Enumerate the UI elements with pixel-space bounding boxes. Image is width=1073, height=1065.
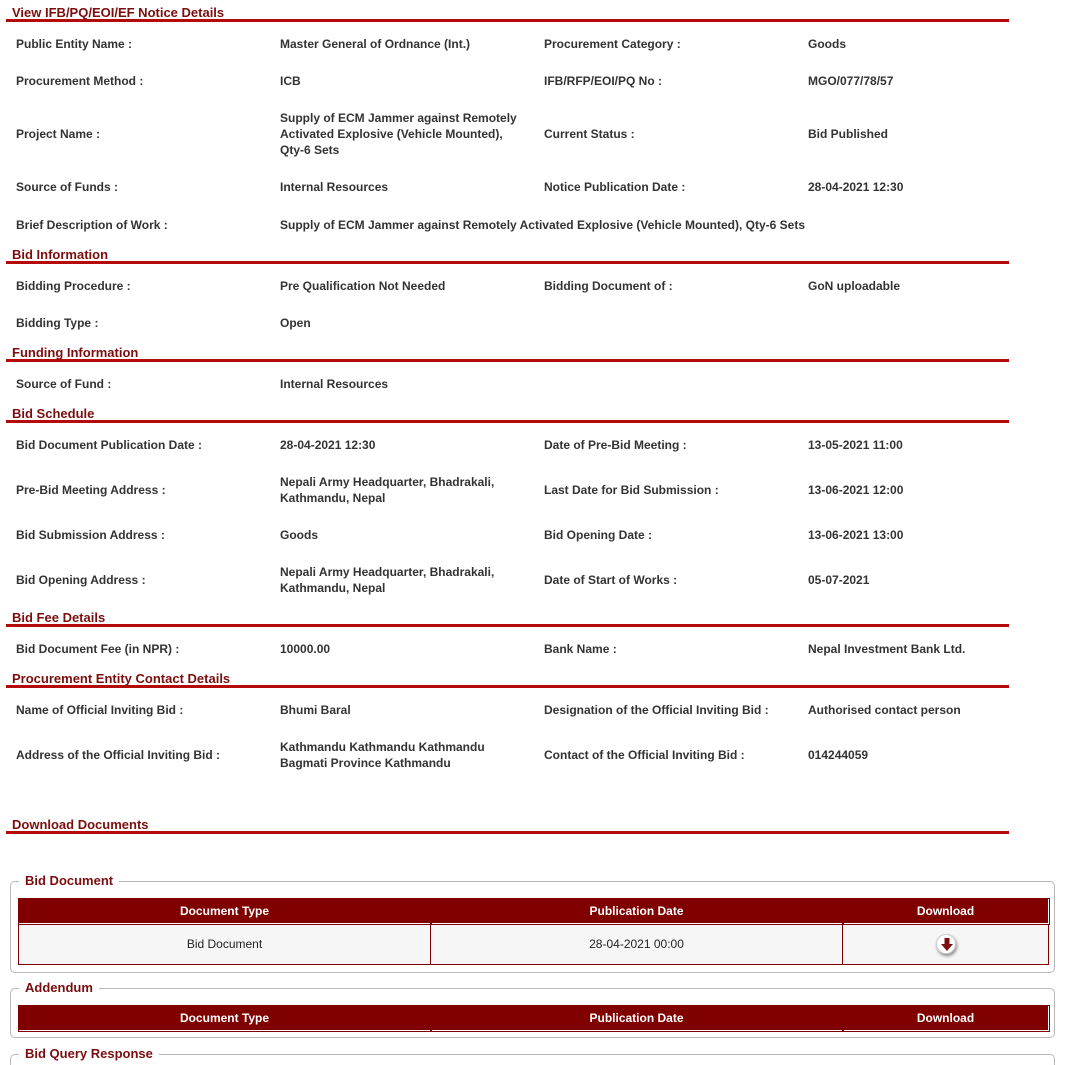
field-value: 10000.00 — [280, 642, 331, 656]
column-header: Publication Date — [431, 899, 843, 924]
field-value: Nepali Army Headquarter, Bhadrakali, Kathmandu, Nepal — [280, 475, 495, 505]
field-label: Source of Funds : — [16, 180, 118, 194]
field-value: GoN uploadable — [808, 279, 901, 293]
field-value: Nepal Investment Bank Ltd. — [808, 642, 966, 656]
field-value: Bhumi Baral — [280, 703, 351, 717]
section-funding-information — [6, 342, 1009, 362]
info-row — [0, 631, 1010, 667]
section-title: Funding Information — [12, 345, 139, 360]
section-title: Bid Information — [12, 247, 109, 262]
field-label: Bidding Type : — [16, 316, 99, 330]
addendum-fieldset — [10, 980, 1055, 1038]
table-header-row — [19, 899, 1049, 924]
field-label: Name of Official Inviting Bid : — [16, 703, 184, 717]
field-label: Current Status : — [544, 127, 635, 141]
bid-document-fieldset — [10, 873, 1055, 973]
download-cell — [843, 924, 1049, 965]
field-value: Internal Resources — [280, 377, 389, 391]
field-label: Bid Submission Address : — [16, 528, 165, 542]
section-contact-details — [6, 668, 1009, 688]
column-header: Download — [843, 899, 1049, 924]
info-row — [0, 169, 1010, 205]
section-title: Bid Fee Details — [12, 610, 106, 625]
field-label: Last Date for Bid Submission : — [544, 483, 719, 497]
section-title: View IFB/PQ/EOI/EF Notice Details — [12, 5, 225, 20]
field-value: Goods — [808, 37, 846, 51]
column-header: Download — [843, 1006, 1049, 1031]
field-value: 13-06-2021 13:00 — [808, 528, 904, 542]
field-value: 014244059 — [808, 748, 869, 762]
field-label: Contact of the Official Inviting Bid : — [544, 748, 745, 762]
info-row — [0, 268, 1010, 304]
fieldset-legend: Addendum — [19, 980, 99, 995]
field-value: Goods — [280, 528, 318, 542]
bid-query-response-fieldset — [10, 1046, 1055, 1065]
field-label: Notice Publication Date : — [544, 180, 686, 194]
field-label: Public Entity Name : — [16, 37, 133, 51]
download-button[interactable] — [936, 934, 956, 954]
field-value: 28-04-2021 12:30 — [280, 438, 376, 452]
field-value: Master General of Ordnance (Int.) — [280, 37, 471, 51]
table-header-row — [19, 1006, 1049, 1031]
publication-date-cell: 28-04-2021 00:00 — [431, 924, 843, 965]
info-row — [0, 427, 1010, 463]
info-row — [0, 63, 1010, 99]
field-value: Supply of ECM Jammer against Remotely Activated Explosive (Vehicle Mounted), Qty-6 Sets — [280, 111, 517, 157]
field-label: Date of Pre-Bid Meeting : — [544, 438, 687, 452]
field-value: 13-06-2021 12:00 — [808, 483, 904, 497]
info-row — [0, 207, 1010, 243]
column-header: Publication Date — [431, 1006, 843, 1031]
field-label: IFB/RFP/EOI/PQ No : — [544, 74, 663, 88]
field-value: Pre Qualification Not Needed — [280, 279, 446, 293]
section-title: Bid Schedule — [12, 406, 95, 421]
field-label: Bid Document Publication Date : — [16, 438, 203, 452]
field-label: Bidding Document of : — [544, 279, 673, 293]
info-row — [0, 733, 1010, 777]
section-title: Procurement Entity Contact Details — [12, 671, 231, 686]
column-header: Document Type — [19, 899, 431, 924]
section-bid-schedule — [6, 403, 1009, 423]
field-value: Supply of ECM Jammer against Remotely Activated Explosive (Vehicle Mounted), Qty-6 Sets — [280, 218, 806, 232]
info-row — [0, 468, 1010, 512]
field-value: 28-04-2021 12:30 — [808, 180, 904, 194]
field-value: 13-05-2021 11:00 — [808, 438, 903, 452]
bid-document-table — [18, 898, 1049, 965]
info-row — [0, 366, 1010, 402]
info-row — [0, 558, 1010, 602]
section-notice-details — [6, 2, 1009, 22]
field-label: Procurement Category : — [544, 37, 681, 51]
info-row — [0, 692, 1010, 728]
info-row — [0, 108, 1010, 160]
field-value: 05-07-2021 — [808, 573, 870, 587]
field-value: Nepali Army Headquarter, Bhadrakali, Kathmandu, Nepal — [280, 565, 495, 595]
addendum-table — [18, 1005, 1049, 1031]
field-label: Pre-Bid Meeting Address : — [16, 483, 166, 497]
fieldset-legend: Bid Document — [19, 873, 119, 888]
download-arrow-icon — [941, 938, 953, 951]
fieldset-legend: Bid Query Response — [19, 1046, 159, 1061]
field-value: Kathmandu Kathmandu Kathmandu Bagmati Province Kathmandu — [280, 740, 485, 770]
field-label: Procurement Method : — [16, 74, 144, 88]
field-value: Internal Resources — [280, 180, 389, 194]
field-label: Bank Name : — [544, 642, 617, 656]
info-row — [0, 26, 1010, 62]
field-label: Bidding Procedure : — [16, 279, 131, 293]
field-label: Bid Opening Address : — [16, 573, 146, 587]
field-label: Project Name : — [16, 127, 101, 141]
field-value: Bid Published — [808, 127, 889, 141]
info-row — [0, 517, 1010, 553]
field-value: Authorised contact person — [808, 703, 961, 717]
field-value: ICB — [280, 74, 301, 88]
field-label: Date of Start of Works : — [544, 573, 678, 587]
document-type-cell: Bid Document — [19, 924, 431, 965]
field-label: Designation of the Official Inviting Bid : — [544, 703, 769, 717]
field-label: Brief Description of Work : — [16, 218, 168, 232]
section-bid-information — [6, 244, 1009, 264]
section-download-documents — [6, 814, 1009, 834]
section-title: Download Documents — [12, 817, 149, 832]
field-label: Bid Opening Date : — [544, 528, 652, 542]
section-bid-fee-details — [6, 607, 1009, 627]
field-label: Source of Fund : — [16, 377, 112, 391]
table-row — [19, 924, 1049, 965]
field-label: Bid Document Fee (in NPR) : — [16, 642, 180, 656]
field-label: Address of the Official Inviting Bid : — [16, 748, 221, 762]
field-value: Open — [280, 316, 311, 330]
column-header: Document Type — [19, 1006, 431, 1031]
field-value: MGO/077/78/57 — [808, 74, 894, 88]
info-row — [0, 305, 1010, 341]
